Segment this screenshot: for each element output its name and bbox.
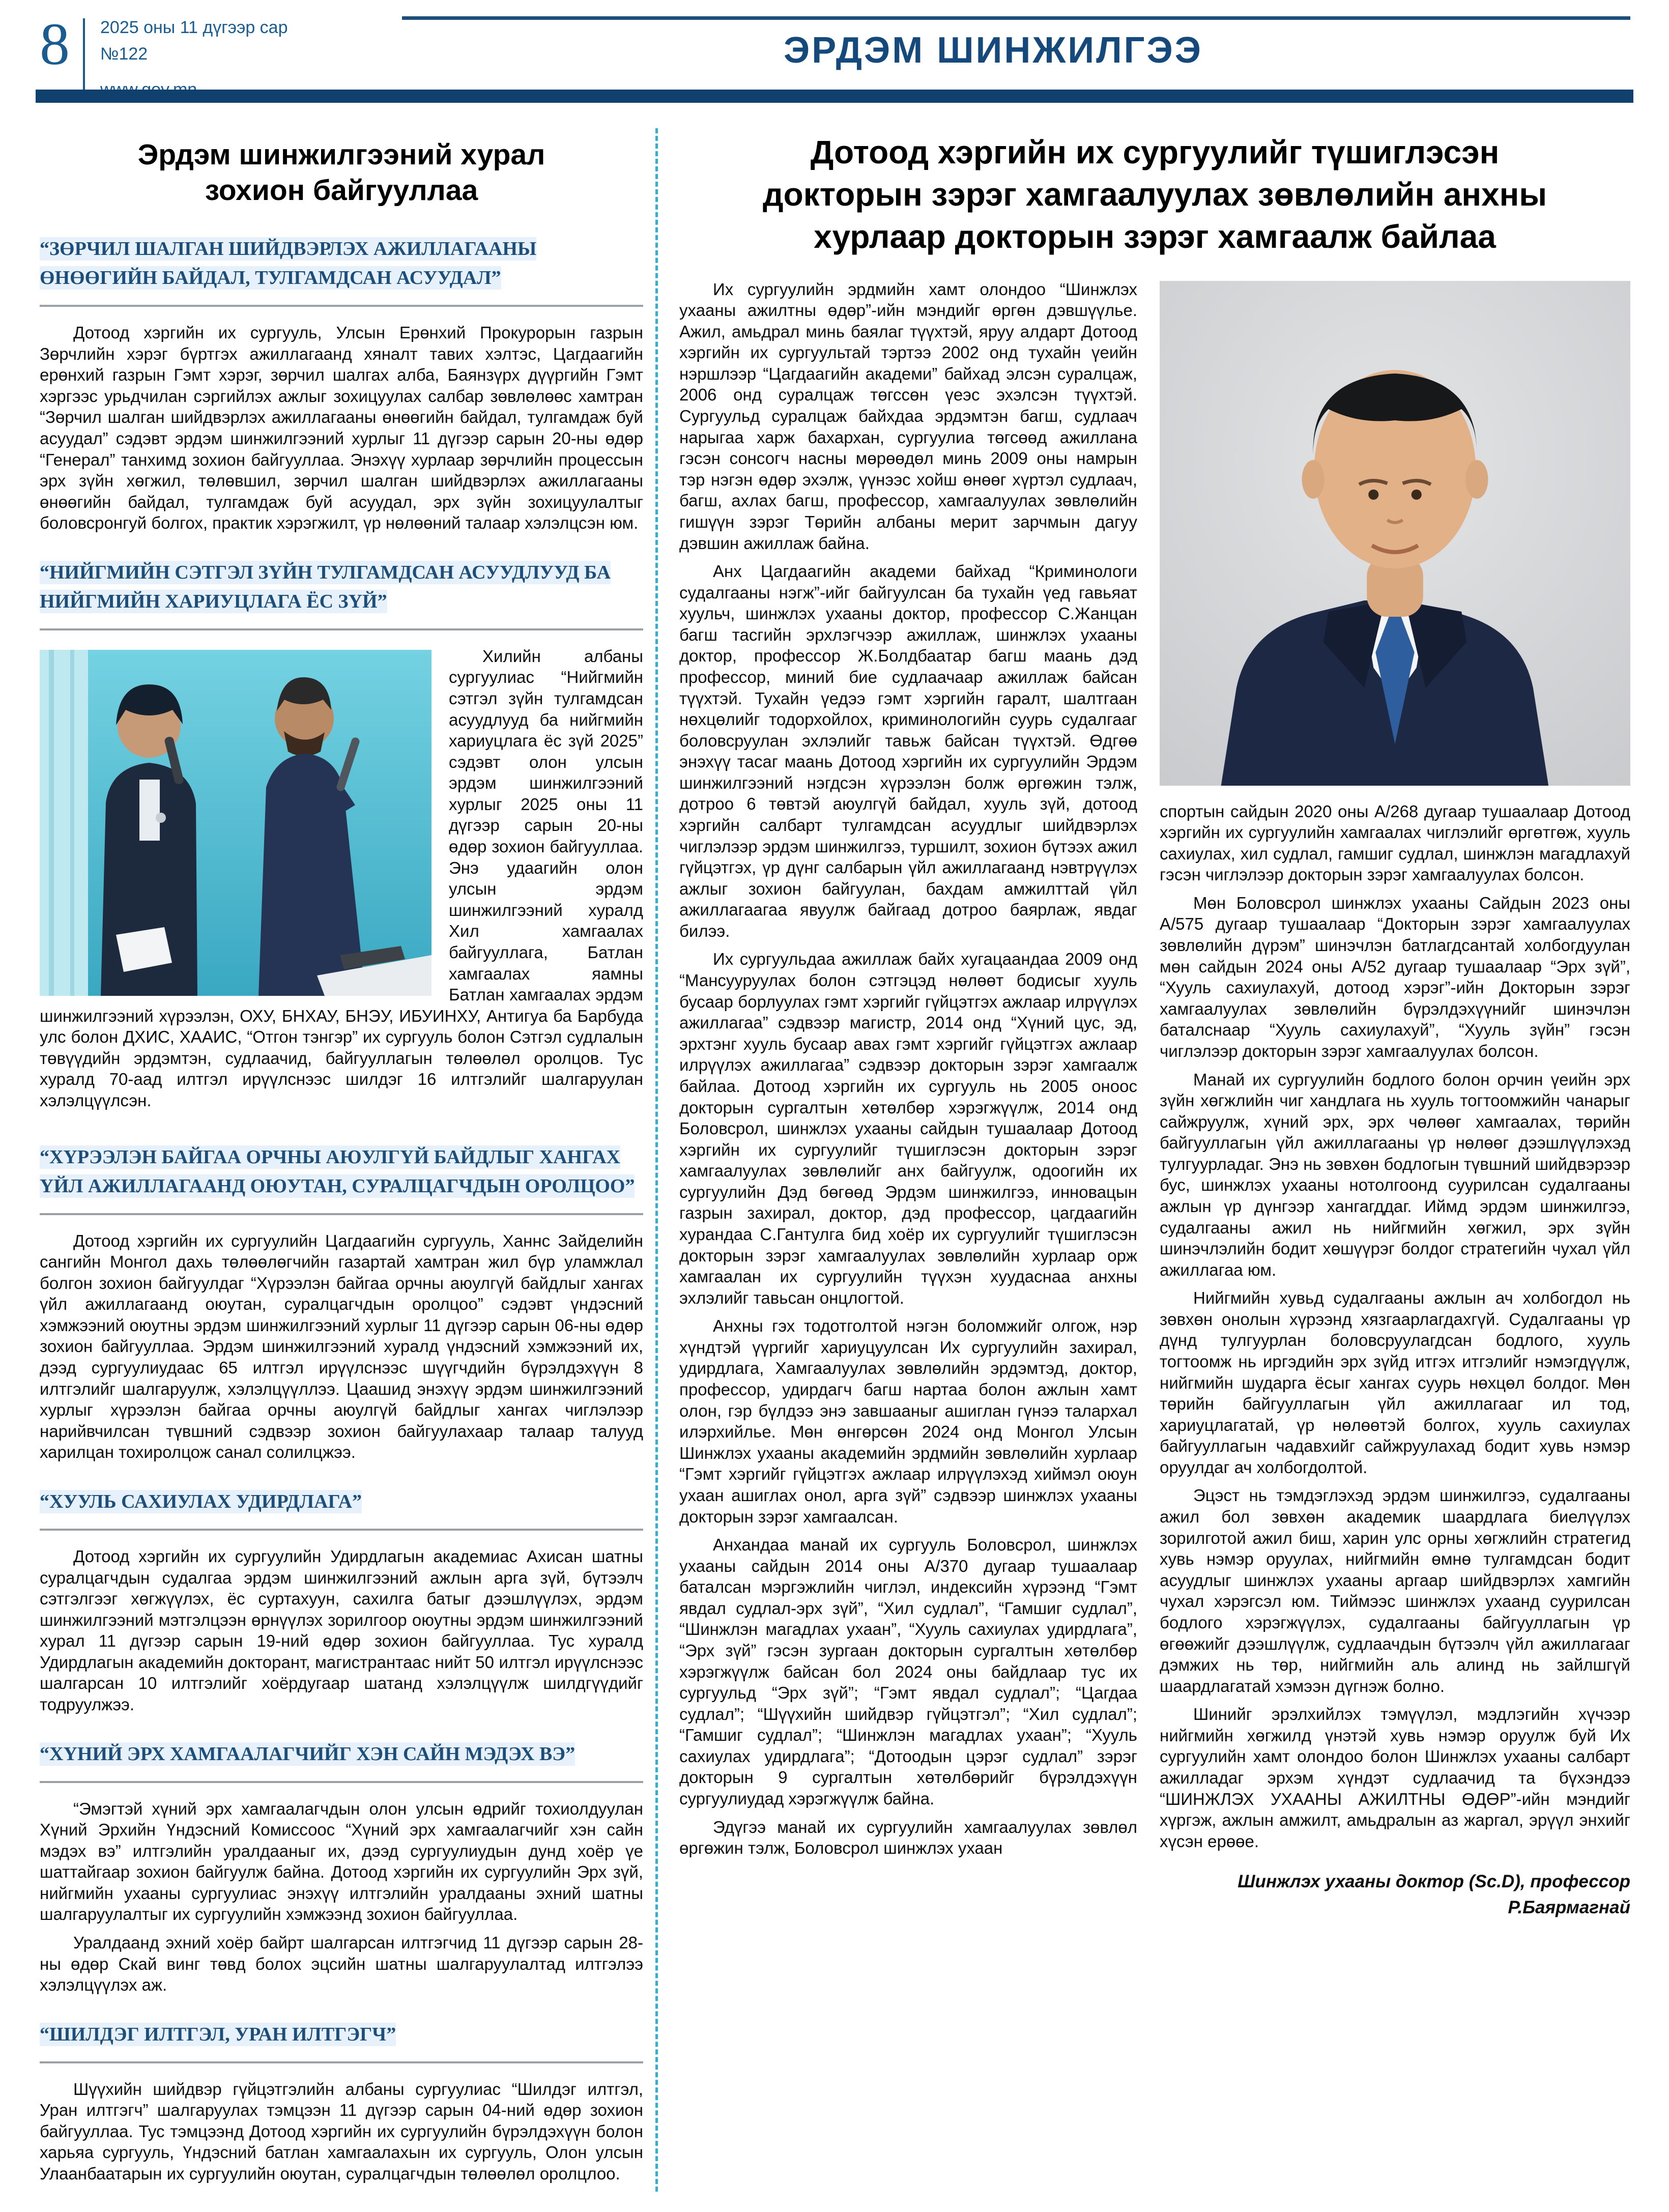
section-6-paragraph: Шүүхийн шийдвэр гүйцэтгэлийн албаны сургуулиас “Шилдэг илтгэл, Уран илтгэгч” шалгаруулах тэмцээн 11 дүгээр сарын 04-ний өдөр зохион байгууллаа. Тус тэмцээнд Дотоод хэргийн их сургуулийн бүрэлдэхүүн болон харьяа сургууль, Үндэсний батлан хамгаалахын их сургууль, Олон улсын Улаанбаатарын их сургуулийн оюутан, суралцагчдын төлөөлөл оролцлоо. bbox=[40, 2079, 643, 2184]
section-1-paragraph: Дотоод хэргийн их сургууль, Улсын Ерөнхий Прокурорын газрын Зөрчлийн хэрэг бүртгэх ажиллагаанд хяналт тавих хэлтэс, Цагдаагийн ерөнхий газрын Гэмт хэрэг, зөрчил шалгах алба, Баянзүрх дүүргийн Гэмт хэргээс урьдчилан сэргийлэх ажлыг зохицуулах салбар зөвлөлөөс хамтран “Зөрчил шалган шийдвэрлэх ажиллагааны өнөөгийн байдал, тулгамдаж буй асуудал” сэдэвт эрдэм шинжилгээний хурлыг 11 дүгээр сарын 20-ны өдөр “Генерал” танхимд зохион байгууллаа. Энэхүү хурлаар зөрчлийн процессын эрх зүйн хөгжил, төлөвшил, зөрчил шалган шийдвэрлэх ажиллагааны өнөөгийн байдал, тулгамдаж буй асуудал, эрх зүйн зохицуулалтыг боловсронгуй болгох, практик хэрэгжилт, үр нөлөөний талаар хэлэлцсэн юм. bbox=[40, 323, 643, 533]
page-header bbox=[0, 0, 1669, 121]
main-paragraph-continued: спортын сайдын 2020 оны А/268 дугаар тушаалаар Дотоод хэргийн их сургуулийн хамгаалах чиглэлийг өргөтгөж, хууль сахиулах, хил судлал, гамшиг судлал, шинжлэн магадлахуй гэсэн чиглэлээр докторын зэрэг хамгаалуулах болсон. bbox=[1160, 801, 1630, 884]
main-column-2 bbox=[1160, 279, 1630, 1921]
left-column-article bbox=[40, 128, 658, 2192]
page-content bbox=[0, 121, 1669, 2212]
conference-speakers-photo bbox=[40, 650, 431, 996]
main-paragraph: Анхандаа манай их сургууль Боловсрол, шинжлэх ухааны сайдын 2014 оны А/370 дугаар тушаалаар баталсан мэргэжлийн чиглэл, индексийн хүрээнд “Гэмт явдал судлал-эрх зүй”, “Хил судлал”, “Гамшиг судлал”, “Шинжлэн магадлах ухаан”, “Хууль сахиулах удирдлага”, “Эрх зүй” гэсэн зургаан докторын сургалтын хөтөлбөр хэрэгжүүлж байсан бол 2024 оны байдлаар тус их сургуульд “Эрх зүй”; “Гэмт явдал судлал”; “Цагдаа судлал”; “Шүүхийн шийдвэр гүйцэтгэл”; “Хил судлал”; “Гамшиг судлал”; “Шинжлэн магадлах ухаан”; “Хууль сахиулах удирдлага”; “Дотоодын цэрэг судлал” зэрэг докторын 9 сургалтын хөтөлбөрийг бүрэлдэхүүн сургуулиудад хэрэгжүүлж байна. bbox=[679, 1535, 1137, 1808]
section-heading-2: “НИЙГМИЙН СЭТГЭЛ ЗҮЙН ТУЛГАМДСАН АСУУДЛУУД БА НИЙГМИЙН ХАРИУЦЛАГА ЁС ЗҮЙ” bbox=[40, 558, 643, 630]
header-meta bbox=[100, 14, 288, 102]
main-title-line2: докторын зэрэг хамгаалуулах зөвлөлийн анхны bbox=[763, 176, 1547, 213]
professor-portrait-photo bbox=[1160, 281, 1630, 786]
masthead-rule bbox=[402, 16, 1630, 20]
section-3-paragraph: Дотоод хэргийн их сургуулийн Цагдаагийн сургууль, Ханнс Зайделийн сангийн Монгол дахь төлөөлөгчийн газартай хамтран жил бүр уламжлал болгон зохион байгуулдаг “Хүрээлэн байгаа орчны аюулгүй байдлыг хангах үйл ажиллагаанд оюутан, суралцагчдын оролцоо” сэдэвт үндэсний хэмжээний оюутны эрдэм шинжилгээний хурлыг 11 дүгээр сарын 06-ны өдөр зохион байгууллаа. Эрдэм шинжилгээний хуралд үндэсний хэмжээний их, дээд сургуулиудаас 65 илтгэл ирүүлснээс шүүгчдийн бүрэлдэхүүн 8 илтгэлийг шалгаруулж, хэлэлцүүллээ. Цаашид энэхүү эрдэм шинжилгээний хурлыг хүрээлэн байгаа орчны аюулгүй байдлыг хангах чиглэлээр нарийвчилсан түвшний сэдвээр зохион байгуулахаар талаар талууд харилцан тохиролцож санал солилцжээ. bbox=[40, 1231, 643, 1462]
section-heading-3: “ХҮРЭЭЛЭН БАЙГАА ОРЧНЫ АЮУЛГҮЙ БАЙДЛЫГ ХАНГАХ ҮЙЛ АЖИЛЛАГААНД ОЮУТАН, СУРАЛЦАГЧДЫН ОРОЛЦОО” bbox=[40, 1143, 643, 1215]
left-title-line2: зохион байгууллаа bbox=[205, 174, 478, 207]
section-5-paragraph-1: “Эмэгтэй хүний эрх хамгаалагчдын олон улсын өдрийг тохиолдуулан Хүний Эрхийн Үндэсний Комиссоос “Хүний эрх хамгаалагчийг хэн сайн мэдэх вэ” илтгэлийн уралдааныг их, дээд сургуулиудын дунд хоёр үе шаттайгаар зохион байгуулж байна. Дотоод хэргийн их сургуулийн Эрх зүй, нийгмийн ухааны сургуулиас энэхүү илтгэлийн уралдааны эхний шатны шалгаруулалтыг их сургуулийн хэмжээнд зохион байгууллаа. bbox=[40, 1799, 643, 1924]
main-article-title bbox=[684, 131, 1625, 258]
main-paragraph: Анхны гэх тодотголтой нэгэн боломжийг олгож, нэр хүндтэй үүргийг хариуцуулсан Их сургуулийн захирал, удирдлага, Хамгаалуулах зөвлөлийн эрдэмтэд, доктор, профессор, удирдагч багш нартаа болон ажлын хамт олон, гэр бүлдээ энэ завшааныг ашиглан гүнээ талархал илэрхийлье. Мөн өнгөрсөн 2024 онд Монгол Улсын Шинжлэх ухааны академийн эрдмийн зөвлөлийн хурлаар “Гэмт хэргийг гүйцэтгэх ажлаар илрүүлэхэд хиймэл оюун ухаан ашиглах онол, арга зүй” сэдвээр шинжлэх ухааны докторын зэрэг хамгаалсан. bbox=[679, 1316, 1137, 1526]
conference-photo-illustration bbox=[40, 650, 431, 996]
main-paragraph: Анх Цагдаагийн академи байхад “Криминологи судалгааны нэгж”-ийг байгуулсан ба тухайн үед гавьяат хуульч, шинжлэх ухааны доктор, профессор С.Жанцан багш тасгийн эрхлэгчээр ажиллаж, шинжлэх ухааны доктор, профессор Ж.Болдбаатар багш маань дэд профессор, миний бие судлаачаар ажиллаж байсан түүхтэй. Тухайн үедээ гэмт хэргийн гаралт, шалтгаан нөхцөлийг тодорхойлох, криминологийн суурь судалгааг боловсруулан эхлэлийг тавьж байсан түүхтэй. Өдгөө энэхүү тасаг маань Дотоод хэргийн их сургуулийн Эрдэм шинжилгээний нэгдсэн хүрээлэн болж өргөжин тэлж, дотроо 6 төвтэй аюулгүй байдал, хууль зүй, дотоод хэргийн салбарт тулгамдсан асуудлыг шийдвэрлэх чиглэлээр эрдэм шинжилгээ, туршилт, зохион бүтээх ажил гүйцэтгэх, үр дүнг салбарын үйл ажиллагаанд нэвтрүүлэх ажлыг зохион байгуулан, бахдам амжилттай үйл ажиллагаагаа явуулж байгаад дотроо баярлаж, явдаг билээ. bbox=[679, 562, 1137, 940]
main-paragraph: Манай их сургуулийн бодлого болон орчин үеийн эрх зүйн хөгжлийн чиг хандлага нь хууль тогтоомжийн чанарыг сайжруулж, хүний эрх, эрх чөлөөг хамгаалах, төрийн байгууллагын үйл ажиллагааны үр нөлөөг дээшлүүлэхэд тулгуурладаг. Энэ нь зөвхөн бодлогын түвшний шийдвэрээр бус, шинжлэх ухааны нотолгоонд суурилсан судалгааны ажлын үр дүнгээр хангагддаг. Иймд эрдэм шинжилгээ, судалгааны ажил нь нийгмийн хөгжил, эрх зүйн шинэчлэлийн бодит хөшүүрэг болдог стратегийн чухал үйл ажиллагаа юм. bbox=[1160, 1070, 1630, 1279]
main-paragraph: Мөн Боловсрол шинжлэх ухааны Сайдын 2023 оны А/575 дугаар тушаалаар “Докторын зэрэг хамгаалуулах зөвлөлийн дүрэм” шинэчлэн батлагдсантай холбогдуулан мөн сайдын 2024 оны А/52 дугаар тушаалаар “Эрх зүй”, “Хууль сахиулахуй, дотоод хэрэг”-ийн Докторын зэрэг хамгаалуулах зөвлөлийн бүрэлдэхүүнийг шинэчлэн баталснаар “Хууль сахиулахуй”, “Хууль зүйн” гэсэн чиглэлээр докторын зэрэг хамгаалуулах болсон. bbox=[1160, 893, 1630, 1060]
main-paragraph: Их сургуулийн эрдмийн хамт олондоо “Шинжлэх ухааны ажилтны өдөр”-ийн мэндийг өргөн дэвшүүлье. Ажил, амьдрал минь баялаг түүхтэй, яруу алдарт Дотоод хэргийн их сургуультай тэртээ 2002 онд тухайн үеийн нэршлээр “Цагдаагийн академи” байхад элсэн суралцаж, 2006 онд суралцаж төгссөн үеэс эхэлсэн түүхтэй. Сургуульд суралцаж байхдаа эрдэмтэн багш, судлаач нарыгаа харж бахархан, сургуулиа төгсөөд ажиллана гэсэн сонсогч насны мөрөөдөл минь 2009 оны намрын тэр нэгэн өдөр эхэлж, үүнээс хойш өнөөг хүртэл судлаач, багш, ахлах багш, профессор, хамгаалуулах зөвлөлийн гишүүн зэрэг Төрийн албаны мерит зарчмын дагуу дэвшин ажиллаж байна. bbox=[679, 279, 1137, 553]
header-left-block bbox=[40, 11, 288, 102]
section-heading-4: “ХУУЛЬ САХИУЛАХ УДИРДЛАГА” bbox=[40, 1487, 643, 1531]
author-byline bbox=[1160, 1869, 1630, 1921]
section-2-body bbox=[40, 646, 643, 1118]
section-2-paragraph: Хилийн албаны сургуулиас “Нийгмийн сэтгэл зүйн тулгамдсан асуудлууд ба нийгмийн хариуцлага ёс зүй 2025” сэдэвт олон улсын эрдэм шинжилгээний хурлыг 2025 оны 11 дүгээр сарын 20-ны өдөр зохион байгууллаа. Энэ удаагийн олон улсын эрдэм шинжилгээний хуралд Хил хамгаалах байгууллага, Батлан хамгаалах яамны Батлан хамгаалах эрдэм шинжилгээний хүрээлэн, ОХУ, БНХАУ, БНЭУ, ИБУИНХУ, Антигуа ба Барбуда улс болон ДХИС, ХААИС, “Отгон тэнгэр” их сургууль болон Сэтгэл судлалын төвүүдийн эрдэмтэн, судлаачид, байгууллагын төлөөлөл оролцов. Тус хуралд 70-аад илтгэл ирүүлснээс шилдэг 16 илтгэлийг шалгаруулан хэлэлцүүлсэн. bbox=[40, 646, 643, 1110]
section-5-paragraph-2: Уралдаанд эхний хоёр байрт шалгарсан илтгэгчид 11 дүгээр сарын 28-ны өдөр Скай винг төвд болох эцсийн шатны шалгаруулалтад илтгэлээ хэлэлцүүлэх аж. bbox=[40, 1933, 643, 1995]
left-article-title bbox=[55, 137, 628, 208]
byline-title: Шинжлэх ухааны доктор (Sc.D), профессор bbox=[1238, 1872, 1630, 1892]
section-4-paragraph: Дотоод хэргийн их сургуулийн Удирдлагын академиас Ахисан шатны суралцагчдын судалгаа эрдэм шинжилгээний ажлын арга зүй, бүтээлч сэтгэлгээг хөгжүүлэх, ёс суртахуун, сахилга батыг дээшлүүлэх, эрдэм шинжилгээний мэтгэлцээн өрнүүлэх зорилгоор оюутны эрдэм шинжилгээний хурал 11 дүгээр сарын 19-ний өдөр зохион байгууллаа. Тус хуралд Удирдлагын академийн докторант, магистрантаас нийт 50 илтгэл ирүүлснээс шалгарсан 10 илтгэлийг хоёрдугаар шатанд хэлэлцүүлж шилдгүүдийг тодруулжээ. bbox=[40, 1546, 643, 1714]
main-title-line3: хурлаар докторын зэрэг хамгаалж байлаа bbox=[814, 218, 1496, 255]
header-divider bbox=[83, 18, 85, 91]
main-article-columns bbox=[679, 279, 1630, 1921]
left-title-line1: Эрдэм шинжилгээний хурал bbox=[137, 138, 545, 171]
issue-date: 2025 оны 11 дүгээр сар bbox=[100, 18, 288, 37]
main-column-1 bbox=[679, 279, 1137, 1921]
main-paragraph: Шинийг эрэлхийлэх тэмүүлэл, мэдлэгийн хүчээр нийгмийн хөгжилд үнэтэй хувь нэмэр оруулж буй Их сургуулийн хамт олондоо болон Шинжлэх ухааны салбарт ажилладаг эрхэм хүндэт судлаачид та бүхэндээ “ШИНЖЛЭХ УХААНЫ АЖИЛТНЫ ӨДӨР”-ийн мэндийг хүргэж, ажлын амжилт, амьдралын аз жаргал, эрүүл энхийг хүсэн ерөөе. bbox=[1160, 1705, 1630, 1851]
section-heading-1: “ЗӨРЧИЛ ШАЛГАН ШИЙДВЭРЛЭХ АЖИЛЛАГААНЫ ӨНӨӨГИЙН БАЙДАЛ, ТУЛГАМДСАН АСУУДАЛ” bbox=[40, 235, 643, 307]
main-paragraph: Эцэст нь тэмдэглэхэд эрдэм шинжилгээ, судалгааны ажил бол зөвхөн академик шаардлага биелүүлэх зорилготой ажил биш, харин улс орны хөгжлийн стратегид хувь нэмэр оруулах, нийгмийн өмнө тулгамдсан бодит асуудлыг шинжлэх ухааны аргаар шийдвэрлэх хамгийн чухал хэрэгсэл юм. Тиймээс шинжлэх ухаанд суурилсан бодлого хэрэгжүүлэх, судалгааны байгууллагын үр өгөөжийг дээшлүүлж, судлаачдын бүтээлч үйл ажиллагааг дэмжих нь төр, нийгмийн аль алинд нь зайлшгүй шаардлагатай хэмээн дүгнэж болно. bbox=[1160, 1486, 1630, 1696]
main-paragraph: Их сургуульдаа ажиллаж байх хугацаандаа 2009 онд “Мансууруулах болон сэтгэцэд нөлөөт бодисыг хууль бусаар борлуулах гэмт хэргийг гүйцэтгэх ажлаар илрүүлэх ажиллагаа” сэдвээр магистр, 2014 онд “Хүний цус, эд, эрхтэнг хууль бусаар авах гэмт хэргийг гүйцэтгэх ажлаар илрүүлэх ажиллагаа” сэдвээр докторын зэрэг хамгаалж байлаа. Дотоод хэргийн их сургууль нь 2005 оноос докторын сургалтын хөтөлбөр хэрэгжүүлж, 2014 онд Боловсрол, шинжлэх ухааны сайдын тушаалаар Дотоод хэргийн их сургуулийг түшиглэсэн докторын зэрэг хамгаалуулах зөвлөлийг анх байгуулж, одоогийн их сургуулийн Дэд бөгөөд Эрдэм шинжилгээ, инновацын газрын захирал, доктор, дэд профессор, цагдаагийн хурандаа С.Гантулга бид хоёр их сургуулийг түшиглэсэн докторын зэрэг хамгаалуулах зөвлөлийн хурлаар орж хамгаалан их сургуулийн түүхэн хуудаснаа анхны эхлэлийг тавьсан онцлогтой. bbox=[679, 950, 1137, 1307]
header-bar bbox=[36, 90, 1633, 103]
main-title-line1: Дотоод хэргийн их сургуулийг түшиглэсэн bbox=[810, 134, 1500, 170]
section-heading-5: “ХҮНИЙ ЭРХ ХАМГААЛАГЧИЙГ ХЭН САЙН МЭДЭХ ВЭ” bbox=[40, 1740, 643, 1783]
main-paragraph: Нийгмийн хувьд судалгааны ажлын ач холбогдол нь зөвхөн онолын хүрээнд хязгаарлагдахгүй. Судалгааны үр дүнд тулгуурлан боловсруулагдсан бодлого, хууль тогтоомж нь иргэдийн эрх зүйд итгэх итгэлийг нэмэгдүүлж, нийгмийн шударга ёсыг хангах суурь нөхцөл болдог. Мөн төрийн байгууллагын үйл ажиллагааг ил тод, хариуцлагатай, үр нөлөөтэй болгох, хууль сахиулах байгууллагын чадавхийг сайжруулахад бодит хувь нэмэр оруулдаг ач холбогдолтой. bbox=[1160, 1288, 1630, 1477]
byline-name: Р.Баярмагнай bbox=[1508, 1898, 1630, 1918]
main-paragraph: Эдүгээ манай их сургуулийн хамгаалуулах зөвлөл өргөжин тэлж, Боловсрол шинжлэх ухаан bbox=[679, 1817, 1137, 1858]
portrait-illustration bbox=[1160, 281, 1630, 786]
masthead-title: ЭРДЭМ ШИНЖИЛГЭЭ bbox=[784, 30, 1203, 71]
main-article bbox=[658, 128, 1630, 1921]
page-number: 8 bbox=[40, 11, 70, 77]
issue-number: №122 bbox=[100, 44, 148, 64]
section-heading-6: “ШИЛДЭГ ИЛТГЭЛ, УРАН ИЛТГЭГЧ” bbox=[40, 2020, 643, 2063]
